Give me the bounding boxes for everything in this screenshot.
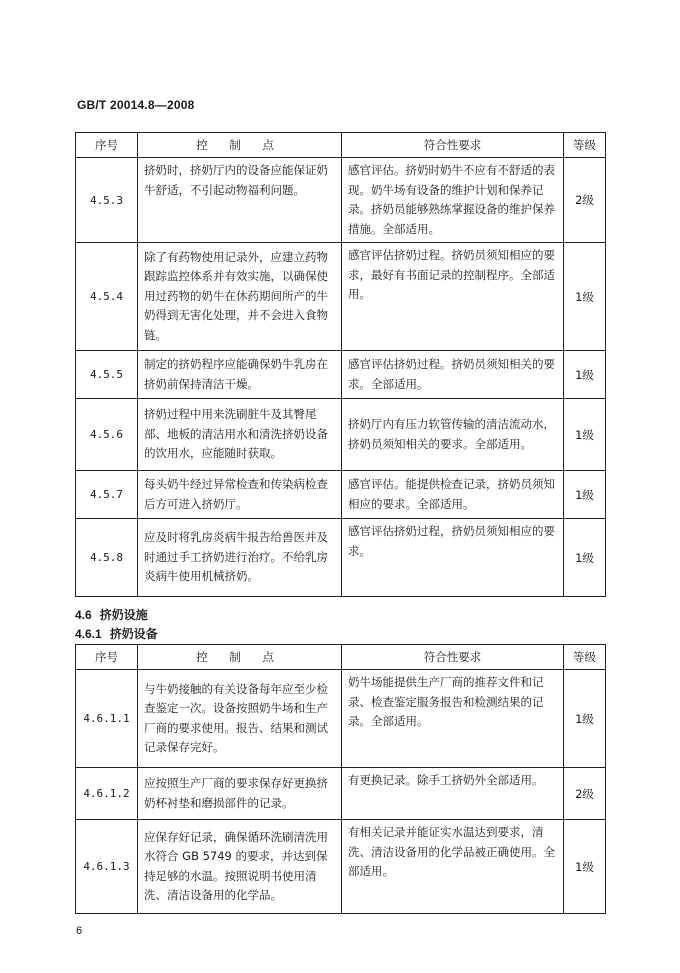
table-row — [76, 471, 606, 519]
table-row — [76, 351, 606, 399]
row-level: 1级 — [564, 351, 606, 399]
section-heading-4-6: 4.6 挤奶设施 — [75, 608, 148, 622]
table-row — [76, 399, 606, 471]
row-control: 应按照生产厂商的要求保存好更换挤奶杯衬垫和磨损部件的记录。 — [138, 768, 342, 820]
row-compliance: 有更换记录。除手工挤奶外全部适用。 — [342, 768, 564, 820]
control-table-4-6-1 — [75, 644, 606, 914]
row-control: 与牛奶接触的有关设备每年应至少检查鉴定一次。设备按照奶牛场和生产厂商的要求使用。报告、结果和测试记录保存完好。 — [138, 670, 342, 768]
row-seq: 4.5.7 — [76, 471, 138, 519]
col-seq: 序号 — [76, 645, 138, 670]
table-row — [76, 519, 606, 597]
row-level: 2级 — [564, 768, 606, 820]
row-seq: 4.6.1.3 — [76, 820, 138, 914]
standard-number: GB/T 20014.8—2008 — [77, 98, 195, 112]
row-seq: 4.5.4 — [76, 243, 138, 351]
row-seq: 4.5.3 — [76, 158, 138, 243]
row-level: 2级 — [564, 158, 606, 243]
row-compliance: 感官评估挤奶过程，挤奶员须知相应的要求。 — [342, 519, 564, 597]
row-control: 每头奶牛经过异常检查和传染病检查后方可进入挤奶厅。 — [138, 471, 342, 519]
table-row — [76, 243, 606, 351]
col-seq: 序号 — [76, 133, 138, 158]
col-compliance: 符合性要求 — [342, 133, 564, 158]
row-seq: 4.6.1.2 — [76, 768, 138, 820]
row-compliance: 有相关记录并能证实水温达到要求，清洗、清洁设备用的化学品被正确使用。全部适用。 — [342, 820, 564, 914]
row-level: 1级 — [564, 519, 606, 597]
row-control: 挤奶时，挤奶厅内的设备应能保证奶牛舒适，不引起动物福利问题。 — [138, 158, 342, 243]
row-seq: 4.6.1.1 — [76, 670, 138, 768]
table-row — [76, 158, 606, 243]
row-compliance: 感官评估挤奶过程。挤奶员须知相关的要求。全部适用。 — [342, 351, 564, 399]
col-level: 等级 — [564, 133, 606, 158]
row-control: 挤奶过程中用来洗刷脏牛及其臀尾部、地板的清洁用水和清洗挤奶设备的饮用水，应能随时获取。 — [138, 399, 342, 471]
row-compliance: 感官评估挤奶过程。挤奶员须知相应的要求，最好有书面记录的控制程序。全部适用。 — [342, 243, 564, 351]
row-level: 1级 — [564, 399, 606, 471]
row-seq: 4.5.5 — [76, 351, 138, 399]
row-seq: 4.5.8 — [76, 519, 138, 597]
row-control: 制定的挤奶程序应能确保奶牛乳房在挤奶前保持清洁干燥。 — [138, 351, 342, 399]
row-seq: 4.5.6 — [76, 399, 138, 471]
table-row — [76, 768, 606, 820]
table-row — [76, 670, 606, 768]
row-control: 除了有药物使用记录外，应建立药物跟踪监控体系并有效实施，以确保使用过药物的奶牛在休药期间所产的牛奶得到无害化处理，并不会进入食物链。 — [138, 243, 342, 351]
page-number: 6 — [76, 925, 83, 937]
row-compliance: 感官评估。能提供检查记录，挤奶员须知相应的要求。全部适用。 — [342, 471, 564, 519]
section-heading-4-6-1: 4.6.1 挤奶设备 — [75, 627, 158, 641]
row-compliance: 挤奶厅内有压力软管传输的清洁流动水，挤奶员须知相关的要求。全部适用。 — [342, 399, 564, 471]
row-control: 应及时将乳房炎病牛报告给兽医并及时通过手工挤奶进行治疗。不给乳房炎病牛使用机械挤奶。 — [138, 519, 342, 597]
table-header-row — [76, 645, 606, 670]
row-compliance: 奶牛场能提供生产厂商的推荐文件和记录、检查鉴定服务报告和检测结果的记录。全部适用。 — [342, 670, 564, 768]
col-control-point: 控 制 点 — [138, 645, 342, 670]
control-table-4-5 — [75, 132, 606, 597]
row-level: 1级 — [564, 670, 606, 768]
row-level: 1级 — [564, 243, 606, 351]
table-header-row — [76, 133, 606, 158]
row-compliance: 感官评估。挤奶时奶牛不应有不舒适的表现。奶牛场有设备的维护计划和保养记录。挤奶员能够熟练掌握设备的维护保养措施。全部适用。 — [342, 158, 564, 243]
row-level: 1级 — [564, 471, 606, 519]
col-control-point: 控 制 点 — [138, 133, 342, 158]
col-level: 等级 — [564, 645, 606, 670]
row-level: 1级 — [564, 820, 606, 914]
col-compliance: 符合性要求 — [342, 645, 564, 670]
row-control: 应保存好记录，确保循环洗刷清洗用水符合 GB 5749 的要求，并达到保持足够的水温。按照说明书使用清洗、清洁设备用的化学品。 — [138, 820, 342, 914]
table-row — [76, 820, 606, 914]
